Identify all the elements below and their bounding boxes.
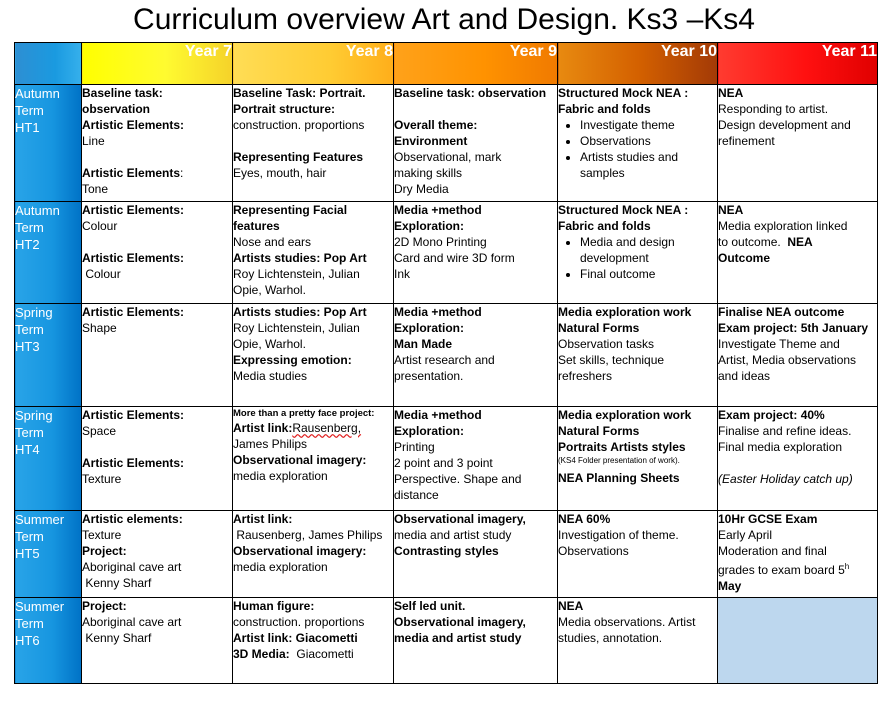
year-11-header: Year 11 bbox=[718, 43, 878, 85]
cell-ht1-year7: Baseline task: observation Artistic Elements: Line Artistic Elements: Tone bbox=[82, 85, 233, 202]
row-ht1 bbox=[15, 85, 878, 202]
term-autumn-ht1: Autumn Term HT1 bbox=[15, 85, 82, 202]
cell-ht2-year10: Structured Mock NEA : Fabric and folds • Media and design development • Final outcome bbox=[558, 202, 718, 304]
cell-ht4-year7: Artistic Elements: Space Artistic Elements: Texture bbox=[82, 406, 233, 510]
cell-ht6-year11-empty bbox=[718, 597, 878, 683]
cell-ht2-year7: Artistic Elements: Colour Artistic Elements: Colour bbox=[82, 202, 233, 304]
cell-ht4-year10: Media exploration work Natural Forms Portraits Artists styles (KS4 Folder presentation of work). NEA Planning Sheets bbox=[558, 406, 718, 510]
cell-ht5-year10: NEA 60% Investigation of theme. Observations bbox=[558, 510, 718, 597]
cell-ht1-year8: Baseline Task: Portrait. Portrait structure: construction. proportions Representing Features Eyes, mouth, hair bbox=[233, 85, 394, 202]
cell-ht6-year7: Project: Aboriginal cave art Kenny Sharf bbox=[82, 597, 233, 683]
cell-ht6-year8: Human figure: construction. proportions Artist link: Giacometti 3D Media: Giacometti bbox=[233, 597, 394, 683]
corner-cell bbox=[15, 43, 82, 85]
row-ht5 bbox=[15, 510, 878, 597]
term-spring-ht3: Spring Term HT3 bbox=[15, 304, 82, 406]
cell-ht3-year9: Media +method Exploration: Man Made Artist research and presentation. bbox=[394, 304, 558, 406]
cell-ht5-year7: Artistic elements: Texture Project: Aboriginal cave art Kenny Sharf bbox=[82, 510, 233, 597]
cell-ht1-year10: Structured Mock NEA : Fabric and folds • Investigate theme • Observations • Artists studies and samples bbox=[558, 85, 718, 202]
row-ht6 bbox=[15, 597, 878, 683]
term-summer-ht5: Summer Term HT5 bbox=[15, 510, 82, 597]
cell-ht3-year10: Media exploration work Natural Forms Observation tasks Set skills, technique refreshers bbox=[558, 304, 718, 406]
year-7-header: Year 7 bbox=[82, 43, 233, 85]
term-summer-ht6: Summer Term HT6 bbox=[15, 597, 82, 683]
year-10-header: Year 10 bbox=[558, 43, 718, 85]
row-ht3 bbox=[15, 304, 878, 406]
cell-ht2-year11: NEA Media exploration linked to outcome. NEA Outcome bbox=[718, 202, 878, 304]
cell-ht5-year9: Observational imagery, media and artist study Contrasting styles bbox=[394, 510, 558, 597]
cell-ht1-year9: Baseline task: observation Overall theme: Environment Observational, mark making skills Dry Media bbox=[394, 85, 558, 202]
cell-ht2-year8: Representing Facial features Nose and ears Artists studies: Pop Art Roy Lichtenstein, Julian Opie, Warhol. bbox=[233, 202, 394, 304]
row-ht4 bbox=[15, 406, 878, 510]
cell-ht5-year11: 10Hr GCSE Exam Early April Moderation and final grades to exam board 5$^h$ May bbox=[718, 510, 878, 597]
cell-ht2-year9: Media +method Exploration: 2D Mono Printing Card and wire 3D form Ink bbox=[394, 202, 558, 304]
term-autumn-ht2: Autumn Term HT2 bbox=[15, 202, 82, 304]
year-9-header: Year 9 bbox=[394, 43, 558, 85]
cell-ht3-year8: Artists studies: Pop Art Roy Lichtenstein, Julian Opie, Warhol. Expressing emotion: Media studies bbox=[233, 304, 394, 406]
cell-ht4-year9: Media +method Exploration: Printing 2 point and 3 point Perspective. Shape and distance bbox=[394, 406, 558, 510]
cell-ht5-year8: Artist link: Rausenberg, James Philips Observational imagery: media exploration bbox=[233, 510, 394, 597]
term-spring-ht4: Spring Term HT4 bbox=[15, 406, 82, 510]
page-title: Curriculum overview Art and Design. Ks3 –Ks4 bbox=[133, 3, 755, 36]
cell-ht3-year7: Artistic Elements: Shape bbox=[82, 304, 233, 406]
header-row bbox=[15, 43, 878, 85]
year-8-header: Year 8 bbox=[233, 43, 394, 85]
cell-ht4-year11: Exam project: 40% Finalise and refine ideas. Final media exploration (Easter Holiday catch up) bbox=[718, 406, 878, 510]
cell-ht3-year11: Finalise NEA outcome Exam project: 5th January Investigate Theme and Artist, Media observations and ideas bbox=[718, 304, 878, 406]
curriculum-table bbox=[14, 42, 878, 684]
row-ht2 bbox=[15, 202, 878, 304]
cell-ht1-year11: NEA Responding to artist. Design development and refinement bbox=[718, 85, 878, 202]
cell-ht6-year10: NEA Media observations. Artist studies, annotation. bbox=[558, 597, 718, 683]
cell-ht6-year9: Self led unit. Observational imagery, media and artist study bbox=[394, 597, 558, 683]
cell-ht4-year8: More than a pretty face project: Artist link:Rausenberg, James Philips Observational imagery: media exploration bbox=[233, 406, 394, 510]
